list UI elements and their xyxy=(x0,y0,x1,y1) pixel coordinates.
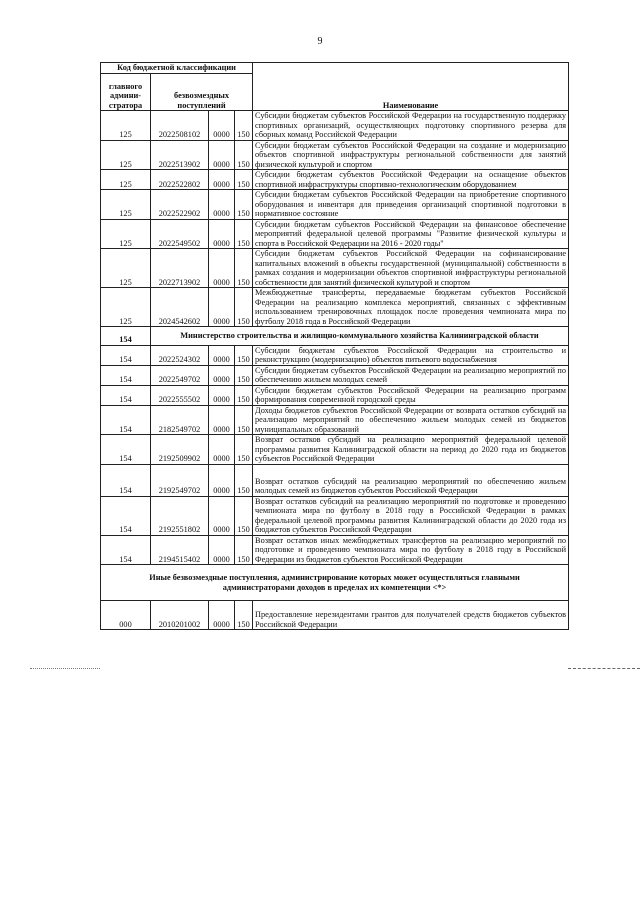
revenue-code-cell: 2022513902 xyxy=(151,140,209,170)
revenue-name-cell: Возврат остатков субсидий на реализацию мероприятий федеральной целевой программы развития Калининградской области на период до 2020 года из бюджетов субъектов Российской Федерации xyxy=(253,435,569,465)
subtype-code-cell: 0000 xyxy=(209,385,235,405)
classification-code-cell: 150 xyxy=(235,435,253,465)
revenue-code-cell: 2024542602 xyxy=(151,288,209,327)
section-header-row xyxy=(101,565,569,601)
rows-group-154 xyxy=(101,327,569,565)
subtype-code-cell: 0000 xyxy=(209,601,235,630)
revenue-code-cell: 2022555502 xyxy=(151,385,209,405)
table-row xyxy=(101,190,569,220)
scan-dotted-line xyxy=(30,668,100,669)
table-row xyxy=(101,170,569,190)
table-row xyxy=(101,365,569,385)
revenue-name-cell: Субсидии бюджетам субъектов Российской Федерации на государственную поддержку спортивных организаций, осуществляющих подготовку спортивного резерва для сборных команд Российской Федерации xyxy=(253,111,569,141)
subtype-code-cell: 0000 xyxy=(209,288,235,327)
revenue-name-cell: Возврат остатков иных межбюджетных трансфертов на реализацию мероприятий по подготовке и проведению чемпионата мира по футболу в 2018 году в Российской Федерации из бюджетов субъектов Российской Федерации xyxy=(253,535,569,565)
revenue-code-cell: 2022522802 xyxy=(151,170,209,190)
revenue-code-cell: 2022713902 xyxy=(151,249,209,288)
revenue-name-cell: Субсидии бюджетам субъектов Российской Федерации на приобретение спортивного оборудования и инвентаря для приведения организаций спортивной подготовки в нормативное состояние xyxy=(253,190,569,220)
revenue-name-cell: Возврат остатков субсидий на реализацию мероприятий по обеспечению жильем молодых семей из бюджетов субъектов Российской Федерации xyxy=(253,464,569,496)
revenue-name-cell: Субсидии бюджетам субъектов Российской Федерации на оснащение объектов спортивной инфраструктуры спортивно-технологическим оборудованием xyxy=(253,170,569,190)
table-row xyxy=(101,345,569,365)
table-row xyxy=(101,535,569,565)
revenue-code-cell: 2022508102 xyxy=(151,111,209,141)
classification-code-cell: 150 xyxy=(235,111,253,141)
classification-code-cell: 150 xyxy=(235,601,253,630)
revenue-code-cell: 2022549702 xyxy=(151,365,209,385)
rows-group-other xyxy=(101,565,569,630)
revenue-code-cell: 2022549502 xyxy=(151,219,209,249)
classification-code-cell: 150 xyxy=(235,365,253,385)
revenue-name-cell: Межбюджетные трансферты, передаваемые бюджетам субъектов Российской Федерации на реализацию комплекса мероприятий, связанных с эффективным использованием тренировочных площадок после проведения чемпионата мира по футболу 2018 года в Российской Федерации xyxy=(253,288,569,327)
table-row xyxy=(101,601,569,630)
section-title: Министерство строительства и жилищно-коммунального хозяйства Калининградской области xyxy=(151,327,569,346)
subtype-code-cell: 0000 xyxy=(209,405,235,435)
admin-code-cell: 125 xyxy=(101,249,151,288)
admin-code-cell: 125 xyxy=(101,170,151,190)
admin-code-cell: 125 xyxy=(101,111,151,141)
subtype-code-cell: 0000 xyxy=(209,365,235,385)
page-number: 9 xyxy=(317,36,323,47)
revenue-code-cell: 2192551802 xyxy=(151,496,209,535)
admin-code-cell: 154 xyxy=(101,345,151,365)
classification-code-cell: 150 xyxy=(235,464,253,496)
classification-code-cell: 150 xyxy=(235,496,253,535)
subtype-code-cell: 0000 xyxy=(209,496,235,535)
admin-code-cell: 154 xyxy=(101,435,151,465)
admin-code-cell: 154 xyxy=(101,405,151,435)
revenue-code-cell: 2022524302 xyxy=(151,345,209,365)
revenue-code-cell: 2182549702 xyxy=(151,405,209,435)
subtype-code-cell: 0000 xyxy=(209,435,235,465)
revenue-name-cell: Субсидии бюджетам субъектов Российской Федерации на софинансирование капитальных вложений в объекты государственной (муниципальной) собственности в рамках создания и модернизации объектов спортивной инфраструктуры региональной собственности для занятий физической культурой и спортом xyxy=(253,249,569,288)
table-row xyxy=(101,219,569,249)
revenue-name-cell: Субсидии бюджетам субъектов Российской Федерации на реализацию программ формирования современной городской среды xyxy=(253,385,569,405)
subtype-code-cell: 0000 xyxy=(209,464,235,496)
section-title: Иные безвозмездные поступления, администрирование которых может осуществляться главными администраторами доходов в пределах их компетенции <*> xyxy=(101,565,569,601)
header-name: Наименование xyxy=(253,63,569,111)
classification-code-cell: 150 xyxy=(235,385,253,405)
subtype-code-cell: 0000 xyxy=(209,111,235,141)
admin-code-cell: 154 xyxy=(101,365,151,385)
revenue-code-cell: 2010201002 xyxy=(151,601,209,630)
revenue-name-cell: Субсидии бюджетам субъектов Российской Федерации на реализацию мероприятий по обеспечению жильем молодых семей xyxy=(253,365,569,385)
subtype-code-cell: 0000 xyxy=(209,190,235,220)
subtype-code-cell: 0000 xyxy=(209,140,235,170)
table-row xyxy=(101,140,569,170)
table-row xyxy=(101,385,569,405)
header-budget-classification: Код бюджетной классификации xyxy=(101,63,253,74)
revenue-name-cell: Возврат остатков субсидий на реализацию мероприятий по подготовке и проведению чемпионата мира по футболу в 2018 году в Российской Федерации в рамках федеральной целевой программы развития Калининградской области до 2020 года из бюджетов субъектов Российской Федерации xyxy=(253,496,569,535)
classification-code-cell: 150 xyxy=(235,249,253,288)
admin-code-cell: 125 xyxy=(101,140,151,170)
revenue-code-cell: 2022522902 xyxy=(151,190,209,220)
revenue-name-cell: Предоставление нерезидентами грантов для получателей средств бюджетов субъектов Российской Федерации xyxy=(253,601,569,630)
table-row xyxy=(101,111,569,141)
table-row xyxy=(101,435,569,465)
admin-code-cell: 154 xyxy=(101,496,151,535)
revenue-code-cell: 2194515402 xyxy=(151,535,209,565)
classification-code-cell: 150 xyxy=(235,140,253,170)
header-row-group xyxy=(101,63,569,74)
revenue-code-cell: 2192509902 xyxy=(151,435,209,465)
revenue-code-cell: 2192549702 xyxy=(151,464,209,496)
admin-code-cell: 125 xyxy=(101,190,151,220)
budget-classification-table xyxy=(100,62,569,630)
classification-code-cell: 150 xyxy=(235,190,253,220)
revenue-name-cell: Субсидии бюджетам субъектов Российской Федерации на создание и модернизацию объектов спортивной инфраструктуры региональной собственности для занятий физической культурой и спортом xyxy=(253,140,569,170)
scan-dashed-line xyxy=(568,668,640,669)
classification-code-cell: 150 xyxy=(235,535,253,565)
admin-code-cell: 154 xyxy=(101,535,151,565)
classification-code-cell: 150 xyxy=(235,405,253,435)
classification-code-cell: 150 xyxy=(235,288,253,327)
revenue-name-cell: Субсидии бюджетам субъектов Российской Федерации на строительство и реконструкцию (модернизацию) объектов питьевого водоснабжения xyxy=(253,345,569,365)
admin-code-cell: 000 xyxy=(101,601,151,630)
section-header-row xyxy=(101,327,569,346)
section-admin-code: 154 xyxy=(101,327,151,346)
admin-code-cell: 154 xyxy=(101,385,151,405)
table-row xyxy=(101,288,569,327)
header-gratuitous-revenues: безвозмездных поступлений xyxy=(151,73,253,111)
subtype-code-cell: 0000 xyxy=(209,535,235,565)
classification-code-cell: 150 xyxy=(235,219,253,249)
subtype-code-cell: 0000 xyxy=(209,170,235,190)
admin-code-cell: 154 xyxy=(101,464,151,496)
rows-group-125 xyxy=(101,111,569,327)
subtype-code-cell: 0000 xyxy=(209,219,235,249)
table-row xyxy=(101,496,569,535)
admin-code-cell: 125 xyxy=(101,288,151,327)
revenue-name-cell: Доходы бюджетов субъектов Российской Федерации от возврата остатков субсидий на реализацию мероприятий по обеспечению жильем молодых семей из бюджетов муниципальных образований xyxy=(253,405,569,435)
revenue-name-cell: Субсидии бюджетам субъектов Российской Федерации на финансовое обеспечение мероприятий федеральной целевой программы "Развитие физической культуры и спорта в Российской Федерации на 2016 - 2020 годы" xyxy=(253,219,569,249)
subtype-code-cell: 0000 xyxy=(209,249,235,288)
header-chief-administrator: главного админи-стратора xyxy=(101,73,151,111)
table-row xyxy=(101,249,569,288)
admin-code-cell: 125 xyxy=(101,219,151,249)
classification-code-cell: 150 xyxy=(235,345,253,365)
table-row xyxy=(101,464,569,496)
subtype-code-cell: 0000 xyxy=(209,345,235,365)
classification-code-cell: 150 xyxy=(235,170,253,190)
table-row xyxy=(101,405,569,435)
